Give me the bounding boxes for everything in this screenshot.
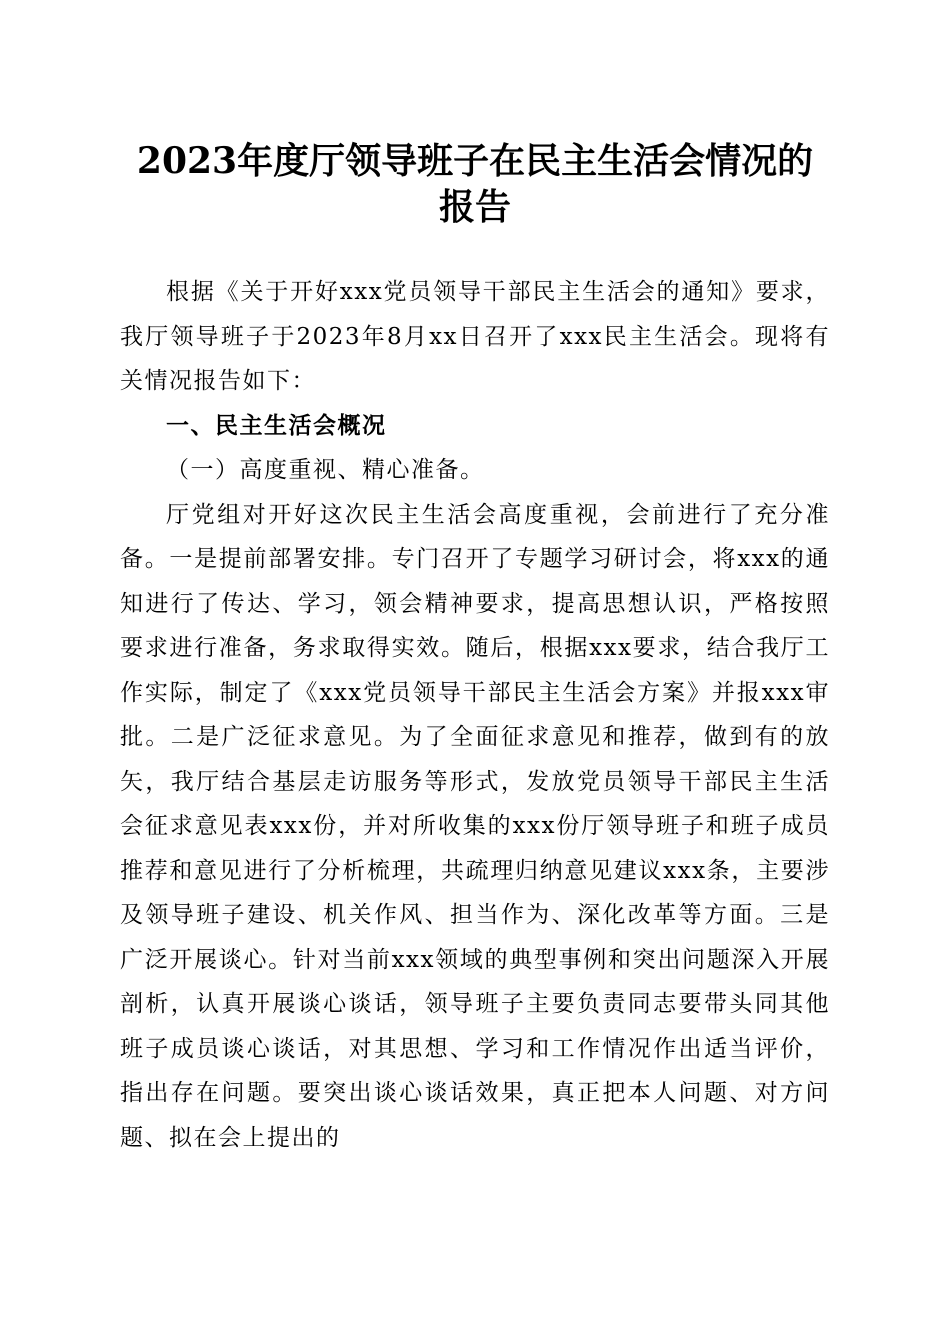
section-heading: 一、民主生活会概况	[166, 412, 387, 439]
body-paragraph: 厅党组对开好这次民主生活会高度重视，会前进行了充分准备。一是提前部署安排。专门召开了专题学习研讨会，将xxx的通知进行了传达、学习，领会精神要求，提高思想认识，严格按照要求进行准备，务求取得实效。随后，根据xxx要求，结合我厅工作实际，制定了《xxx党员领导干部民主生活会方案》并报xxx审批。二是广泛征求意见。为了全面征求意见和推荐，做到有的放矢，我厅结合基层走访服务等形式，发放党员领导干部民主生活会征求意见表xxx份，并对所收集的xxx份厅领导班子和班子成员推荐和意见进行了分析梳理，共疏理归纳意见建议xxx条，主要涉及领导班子建设、机关作风、担当作为、深化改革等方面。三是广泛开展谈心。针对当前xxx领域的典型事例和突出问题深入开展剖析，认真开展谈心谈话，领导班子主要负责同志要带头同其他班子成员谈心谈话，对其思想、学习和工作情况作出适当评价，指出存在问题。要突出谈心谈话效果，真正把本人问题、对方问题、拟在会上提出的	[120, 501, 830, 1151]
document-body	[120, 270, 830, 1160]
intro-paragraph: 根据《关于开好xxx党员领导干部民主生活会的通知》要求，我厅领导班子于2023年8月xx日召开了xxx民主生活会。现将有关情况报告如下：	[120, 279, 830, 394]
document-title: 2023年度厅领导班子在民主生活会情况的报告	[136, 140, 814, 228]
subsection-heading: （一）高度重视、精心准备。	[166, 457, 485, 483]
